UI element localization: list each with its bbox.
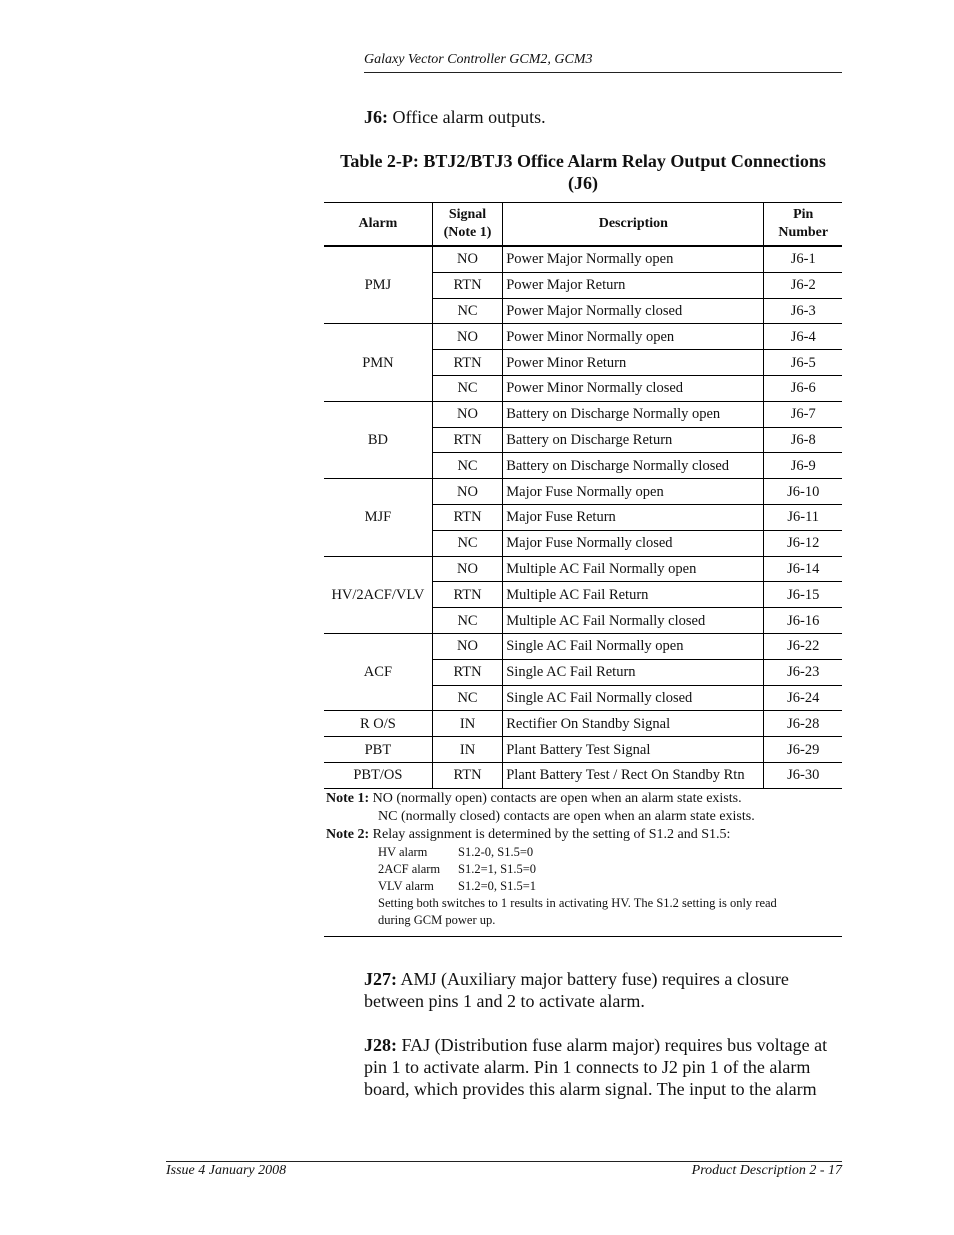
cell-pin: J6-11: [764, 504, 842, 530]
table-row: [324, 556, 842, 582]
cell-signal: RTN: [432, 427, 502, 453]
cell-description: Rectifier On Standby Signal: [503, 711, 764, 737]
cell-pin: J6-7: [764, 401, 842, 427]
cell-pin: J6-5: [764, 350, 842, 376]
cell-pin: J6-15: [764, 582, 842, 608]
intro-line: [364, 107, 546, 128]
cell-description: Power Minor Normally closed: [503, 375, 764, 401]
cell-pin: J6-1: [764, 246, 842, 272]
note-2-tail-2: during GCM power up.: [378, 913, 496, 927]
cell-signal: RTN: [432, 272, 502, 298]
cell-description: Battery on Discharge Normally closed: [503, 453, 764, 479]
table-row: [324, 324, 842, 350]
cell-signal: NO: [432, 633, 502, 659]
cell-alarm: PMN: [324, 324, 432, 401]
j28-text: FAJ (Distribution fuse alarm major) requires bus voltage at pin 1 to activate alarm. Pin 1 connects to J2 pin 1 of the alarm board, which provides this alarm signal. The input to the alarm: [364, 1035, 828, 1099]
table-row: [324, 711, 842, 737]
paragraph-j27: [364, 968, 842, 1012]
table-header-row: [324, 203, 842, 247]
cell-signal: NC: [432, 608, 502, 634]
cell-description: Power Major Return: [503, 272, 764, 298]
setting-label: HV alarm: [378, 845, 428, 859]
table-caption-line2: (J6): [568, 173, 598, 193]
cell-pin: J6-30: [764, 762, 842, 788]
col-header-signal-line1: Signal: [448, 207, 487, 222]
setting-label: 2ACF alarm: [378, 862, 441, 876]
cell-description: Single AC Fail Normally open: [503, 633, 764, 659]
note-2-setting-3: [326, 878, 842, 895]
cell-description: Battery on Discharge Normally open: [503, 401, 764, 427]
table-caption-line1: Table 2-P: BTJ2/BTJ3 Office Alarm Relay Output Connections: [340, 151, 826, 171]
table-row: [324, 633, 842, 659]
cell-description: Single AC Fail Normally closed: [503, 685, 764, 711]
table-row: [324, 246, 842, 272]
cell-signal: RTN: [432, 350, 502, 376]
note-1: [326, 790, 842, 808]
cell-signal: IN: [432, 711, 502, 737]
cell-alarm: HV/2ACF/VLV: [324, 556, 432, 633]
cell-signal: NO: [432, 401, 502, 427]
setting-label: VLV alarm: [378, 879, 434, 893]
footer-page: Product Description 2 - 17: [691, 1163, 842, 1178]
note-2-tail-1: Setting both switches to 1 results in activating HV. The S1.2 setting is only read: [378, 896, 777, 910]
cell-signal: NC: [432, 298, 502, 324]
col-header-alarm: Alarm: [324, 203, 432, 247]
cell-alarm: PMJ: [324, 246, 432, 324]
note-2-setting-1: [326, 844, 842, 861]
cell-pin: J6-29: [764, 737, 842, 763]
cell-pin: J6-2: [764, 272, 842, 298]
table-caption: [324, 150, 842, 194]
table-row: [324, 401, 842, 427]
footer-issue: Issue 4 January 2008: [166, 1163, 287, 1178]
cell-pin: J6-3: [764, 298, 842, 324]
notes-rule: [324, 936, 842, 937]
cell-description: Major Fuse Return: [503, 504, 764, 530]
cell-description: Multiple AC Fail Return: [503, 582, 764, 608]
cell-pin: J6-22: [764, 633, 842, 659]
cell-description: Multiple AC Fail Normally closed: [503, 608, 764, 634]
cell-alarm: R O/S: [324, 711, 432, 737]
table-row: [324, 737, 842, 763]
cell-signal: NC: [432, 453, 502, 479]
cell-signal: NO: [432, 556, 502, 582]
cell-description: Multiple AC Fail Normally open: [503, 556, 764, 582]
setting-value: S1.2=1, S1.5=0: [458, 862, 537, 876]
note-1-continued: NC (normally closed) contacts are open when an alarm state exists.: [378, 809, 755, 824]
cell-alarm: MJF: [324, 479, 432, 556]
cell-pin: J6-12: [764, 530, 842, 556]
cell-description: Major Fuse Normally closed: [503, 530, 764, 556]
cell-alarm: PBT: [324, 737, 432, 763]
cell-pin: J6-24: [764, 685, 842, 711]
intro-label: J6:: [364, 107, 388, 127]
cell-description: Power Minor Return: [503, 350, 764, 376]
cell-description: Major Fuse Normally open: [503, 479, 764, 505]
alarm-relay-table: [324, 202, 842, 789]
cell-pin: J6-16: [764, 608, 842, 634]
paragraph-j28: [364, 1034, 842, 1100]
cell-signal: NO: [432, 479, 502, 505]
note-2-setting-2: [326, 861, 842, 878]
col-header-pin-line2: Number: [778, 225, 829, 240]
col-header-pin-line1: Pin: [793, 207, 814, 222]
cell-description: Power Minor Normally open: [503, 324, 764, 350]
intro-text: Office alarm outputs.: [388, 107, 546, 127]
cell-alarm: BD: [324, 401, 432, 478]
cell-pin: J6-4: [764, 324, 842, 350]
cell-signal: RTN: [432, 504, 502, 530]
col-header-signal: [432, 203, 502, 247]
table-row: [324, 762, 842, 788]
table-body: [324, 246, 842, 788]
cell-pin: J6-23: [764, 659, 842, 685]
cell-pin: J6-6: [764, 375, 842, 401]
note-1-text: NO (normally open) contacts are open when an alarm state exists.: [369, 791, 742, 806]
table-notes: [326, 790, 842, 929]
setting-value: S1.2=0, S1.5=1: [458, 879, 537, 893]
cell-description: Plant Battery Test / Rect On Standby Rtn: [503, 762, 764, 788]
note-2-label: Note 2:: [326, 827, 370, 842]
cell-signal: NO: [432, 246, 502, 272]
note-2-text: Relay assignment is determined by the setting of S1.2 and S1.5:: [369, 827, 731, 842]
table-row: [324, 479, 842, 505]
cell-pin: J6-14: [764, 556, 842, 582]
cell-pin: J6-9: [764, 453, 842, 479]
cell-description: Single AC Fail Return: [503, 659, 764, 685]
j27-text: AMJ (Auxiliary major battery fuse) requires a closure between pins 1 and 2 to activate alarm.: [364, 969, 789, 1011]
cell-description: Power Major Normally open: [503, 246, 764, 272]
header-rule: [364, 72, 842, 73]
note-2: [326, 826, 842, 844]
cell-signal: RTN: [432, 659, 502, 685]
footer-rule: [166, 1161, 842, 1162]
cell-pin: J6-8: [764, 427, 842, 453]
j28-label: J28:: [364, 1035, 397, 1055]
cell-description: Power Major Normally closed: [503, 298, 764, 324]
j27-label: J27:: [364, 969, 397, 989]
cell-pin: J6-28: [764, 711, 842, 737]
setting-value: S1.2-0, S1.5=0: [458, 845, 534, 859]
cell-description: Plant Battery Test Signal: [503, 737, 764, 763]
cell-signal: RTN: [432, 582, 502, 608]
cell-signal: NO: [432, 324, 502, 350]
note-1-label: Note 1:: [326, 791, 370, 806]
cell-pin: J6-10: [764, 479, 842, 505]
cell-signal: NC: [432, 375, 502, 401]
cell-alarm: PBT/OS: [324, 762, 432, 788]
running-header: Galaxy Vector Controller GCM2, GCM3: [364, 52, 593, 67]
col-header-pin: [764, 203, 842, 247]
cell-description: Battery on Discharge Return: [503, 427, 764, 453]
cell-signal: IN: [432, 737, 502, 763]
col-header-signal-line2: (Note 1): [443, 225, 492, 240]
cell-alarm: ACF: [324, 633, 432, 710]
cell-signal: NC: [432, 530, 502, 556]
cell-signal: RTN: [432, 762, 502, 788]
col-header-description: Description: [503, 203, 764, 247]
cell-signal: NC: [432, 685, 502, 711]
